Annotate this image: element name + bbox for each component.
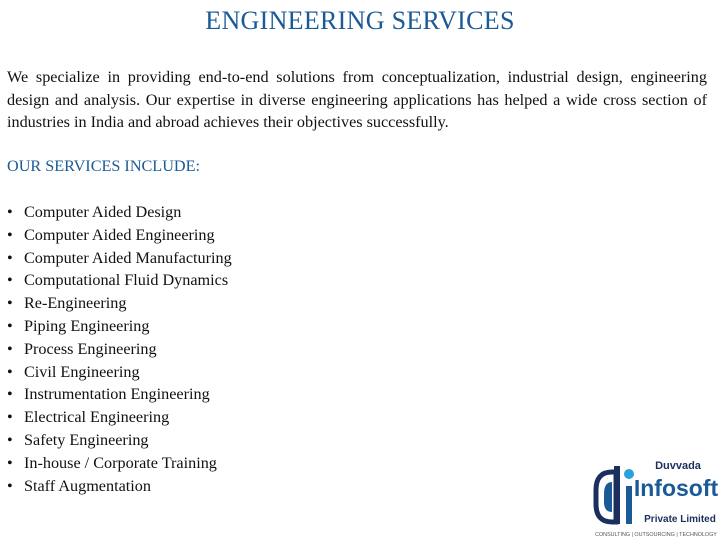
bullet-icon: • (7, 362, 13, 381)
service-label: Process Engineering (24, 339, 157, 358)
list-item (7, 361, 232, 384)
list-item (7, 338, 232, 361)
services-heading: OUR SERVICES INCLUDE: (7, 157, 200, 175)
list-item (7, 315, 232, 338)
list-item (7, 429, 232, 452)
bullet-icon: • (7, 476, 13, 495)
logo-company-main: Infosoft (633, 475, 719, 501)
bullet-icon: • (7, 408, 13, 427)
di-logo-icon (596, 466, 634, 524)
list-item (7, 201, 232, 224)
service-label: Safety Engineering (24, 430, 149, 449)
logo-company-top: Duvvada (655, 460, 701, 472)
list-item (7, 224, 232, 247)
list-item (7, 452, 232, 475)
company-logo (590, 452, 720, 540)
list-item (7, 247, 232, 270)
service-label: Re-Engineering (24, 294, 127, 313)
service-label: Piping Engineering (24, 316, 150, 335)
services-list (7, 201, 232, 497)
service-label: In-house / Corporate Training (24, 453, 217, 472)
bullet-icon: • (7, 248, 13, 267)
service-label: Civil Engineering (24, 362, 140, 381)
bullet-icon: • (7, 453, 13, 472)
list-item (7, 406, 232, 429)
logo-tagline: CONSULTING | OUTSOURCING | TECHNOLOGY (595, 532, 717, 538)
bullet-icon: • (7, 339, 13, 358)
service-label: Computer Aided Manufacturing (24, 248, 232, 267)
slide-title: ENGINEERING SERVICES (205, 6, 515, 35)
service-label: Computer Aided Engineering (24, 225, 215, 244)
service-label: Electrical Engineering (24, 408, 170, 427)
list-item (7, 292, 232, 315)
bullet-icon: • (7, 294, 13, 313)
service-label: Computational Fluid Dynamics (24, 271, 229, 290)
logo-graphic (590, 452, 720, 540)
service-label: Computer Aided Design (24, 203, 182, 221)
service-label: Staff Augmentation (24, 476, 151, 495)
list-item (7, 269, 232, 292)
service-label: Instrumentation Engineering (24, 385, 210, 404)
intro-paragraph: We specialize in providing end-to-end solutions from conceptualization, industrial design, engineering design and analysis. Our expertise in diverse engineering applications has helped a wide cross section of industries in India and abroad achieves their objectives successfully. (7, 68, 707, 131)
bullet-icon: • (7, 225, 13, 244)
bullet-icon: • (7, 203, 13, 221)
list-item (7, 383, 232, 406)
logo-company-suffix: Private Limited (644, 514, 716, 525)
bullet-icon: • (7, 385, 13, 404)
list-item (7, 475, 232, 498)
bullet-icon: • (7, 430, 13, 449)
bullet-icon: • (7, 316, 13, 335)
bullet-icon: • (7, 271, 13, 290)
